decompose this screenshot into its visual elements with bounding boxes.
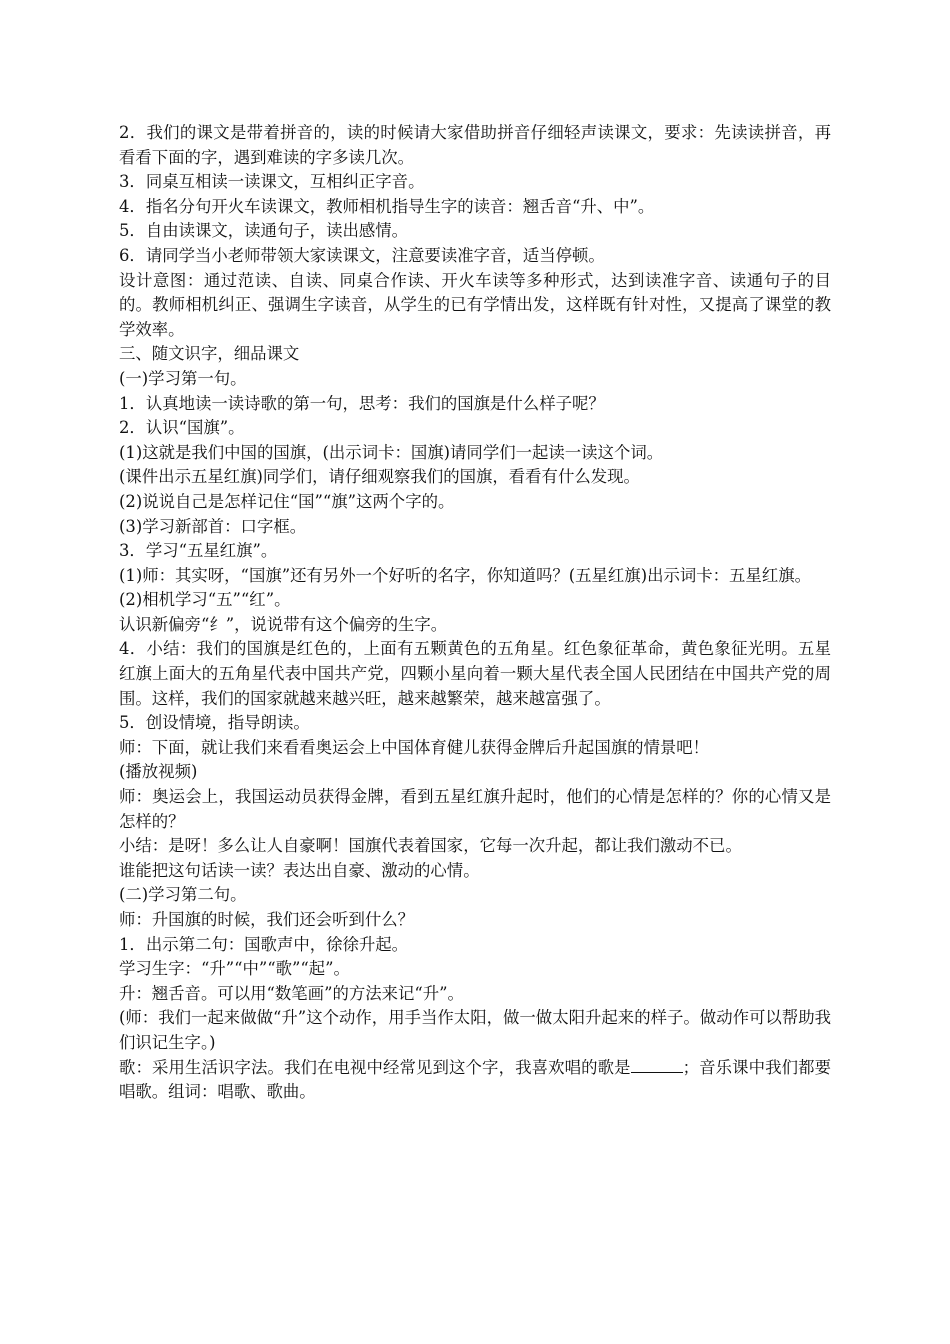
- paragraph: 5．创设情境，指导朗读。: [119, 713, 310, 733]
- document-body: [119, 121, 831, 1105]
- paragraph: (播放视频): [119, 762, 198, 782]
- paragraph: 师：升国旗的时候，我们还会听到什么？: [119, 910, 415, 929]
- fill-in-blank: [631, 1057, 683, 1073]
- paragraph: 4．指名分句开火车读课文，教师相机指导生字的读音：翘舌音“升、中”。: [119, 196, 655, 216]
- paragraph: 谁能把这句话读一读？表达出自豪、激动的心情。: [119, 860, 480, 880]
- paragraph: 学习生字：“升”“中”“歌”“起”。: [119, 959, 350, 979]
- paragraph: 5．自由读课文，读通句子，读出感情。: [119, 221, 409, 241]
- paragraph-with-blank: [119, 1056, 831, 1105]
- paragraph: 2．认识“国旗”。: [119, 418, 245, 438]
- subsection-heading: (二)学习第二句。: [119, 885, 247, 905]
- paragraph: 3．学习“五星红旗”。: [119, 541, 278, 561]
- paragraph: 3．同桌互相读一读课文，互相纠正字音。: [119, 172, 425, 192]
- subsection-heading: (一)学习第一句。: [119, 368, 247, 388]
- paragraph: 1．认真地读一读诗歌的第一句，思考：我们的国旗是什么样子呢？: [119, 393, 605, 413]
- paragraph-text-after-blank: ；音乐课中我们都要唱歌。组词：唱歌、歌曲。: [119, 1057, 832, 1102]
- paragraph: 1．出示第二句：国歌声中，徐徐升起。: [119, 934, 409, 954]
- paragraph: (2)相机学习“五”“红”。: [119, 590, 291, 610]
- section-heading: 三、随文识字，细品课文: [119, 344, 300, 364]
- design-intent-paragraph: 设计意图：通过范读、自读、同桌合作读、开火车读等多种形式，达到读准字音、读通句子的目的。教师相机纠正、强调生字读音，从学生的已有学情出发，这样既有针对性，又提高了课堂的教学效率。: [119, 270, 831, 339]
- summary-paragraph: 4．小结：我们的国旗是红色的，上面有五颗黄色的五角星。红色象征革命，黄色象征光明。五星红旗上面大的五角星代表中国共产党，四颗小星向着一颗大星代表全国人民团结在中国共产党的周围。这样，我们的国家就越来越兴旺，越来越繁荣，越来越富强了。: [119, 639, 831, 708]
- paragraph: 小结：是呀！多么让人自豪啊！国旗代表着国家，它每一次升起，都让我们激动不已。: [119, 836, 742, 856]
- paragraph-text-before-blank: 歌：采用生活识字法。我们在电视中经常见到这个字，我喜欢唱的歌是: [119, 1057, 631, 1077]
- paragraph: (2)说说自己是怎样记住“国”“旗”这两个字的。: [119, 491, 455, 511]
- paragraph: (1)这就是我们中国的国旗，(出示词卡：国旗)请同学们一起读一读这个词。: [119, 442, 664, 462]
- paragraph: (课件出示五星红旗)同学们，请仔细观察我们的国旗，看看有什么发现。: [119, 467, 640, 487]
- paragraph: (3)学习新部首：口字框。: [119, 516, 307, 536]
- paragraph: 2．我们的课文是带着拼音的，读的时候请大家借助拼音仔细轻声读课文，要求：先读读拼音，再看看下面的字，遇到难读的字多读几次。: [119, 123, 831, 167]
- paragraph: 认识新偏旁“纟”，说说带有这个偏旁的生字。: [119, 614, 448, 634]
- paragraph: (1)师：其实呀，“国旗”还有另外一个好听的名字，你知道吗？(五星红旗)出示词卡：五星红旗。: [119, 565, 811, 585]
- paragraph: 师：下面，就让我们来看看奥运会上中国体育健儿获得金牌后升起国旗的情景吧！: [119, 737, 710, 757]
- paragraph: 师：奥运会上，我国运动员获得金牌，看到五星红旗升起时，他们的心情是怎样的？你的心情又是怎样的？: [119, 787, 831, 831]
- paragraph: 6．请同学当小老师带领大家读课文，注意要读准字音，适当停顿。: [119, 245, 605, 265]
- paragraph: 升：翘舌音。可以用“数笔画”的方法来记“升”。: [119, 983, 464, 1003]
- paragraph: (师：我们一起来做做“升”这个动作，用手当作太阳，做一做太阳升起来的样子。做动作可以帮助我们识记生字。): [119, 1008, 831, 1052]
